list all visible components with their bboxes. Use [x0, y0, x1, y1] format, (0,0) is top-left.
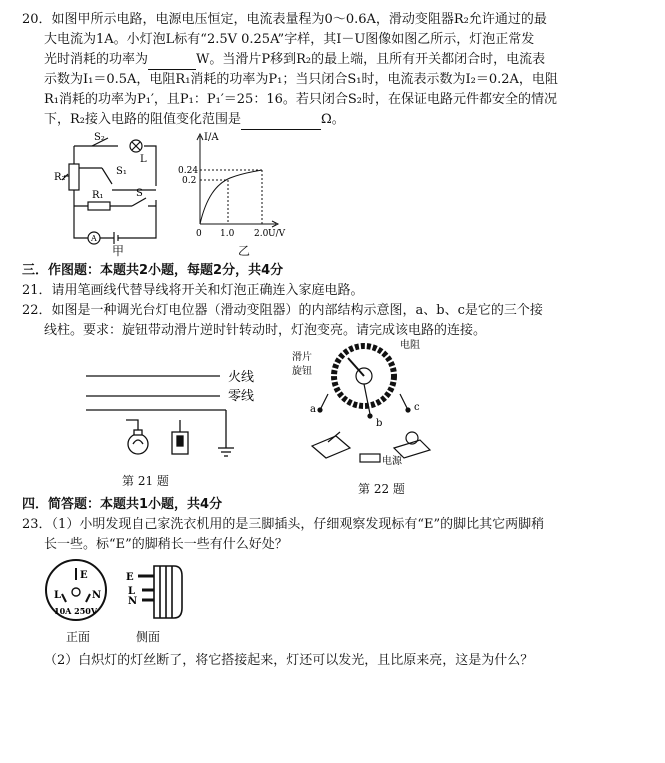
- yi-ylabel: I/A: [204, 132, 219, 143]
- q20-line-5: R₁消耗的功率为P₁′，且P₁：P₁′＝25：16。若只闭合S₂时，在保证电路元件都安全的情况: [44, 92, 557, 107]
- label-r1: R₁: [92, 190, 104, 201]
- caption-plug-side: 侧面: [136, 630, 161, 644]
- fig22-slider-label: 滑片: [292, 352, 312, 363]
- fig22-knob-label: 旋钮: [292, 366, 312, 377]
- fig22-resistor-label: 电阻: [400, 340, 420, 351]
- fig22-terminal-a: a: [310, 404, 316, 415]
- q20-line-1: 20．如图甲所示电路，电源电压恒定，电流表量程为0～0.6A，滑动变阻器R₂允许通过的最: [22, 12, 547, 27]
- caption-plug-front: 正面: [66, 630, 91, 644]
- label-r2: R₂: [54, 172, 66, 183]
- q20-line-4: 示数为I₁＝0.5A，电阻R₁消耗的功率为P₁；当只闭合S₁时，电流表示数为I₂＝0.2A，电阻: [44, 72, 558, 87]
- plug-front-l: L: [54, 590, 62, 601]
- section-4-heading: 四．简答题：本题共1小题，共4分: [22, 497, 223, 512]
- q20-line-3-pre: 光时消耗的功率为: [44, 52, 149, 67]
- q23-line-2: 长一些。标“E”的脚稍长一些有什么好处？: [44, 537, 288, 552]
- label-s: S: [136, 188, 143, 199]
- q22-line-2: 线柱。要求：旋钮带动滑片逆时针转动时，灯泡变亮。请完成该电路的连接。: [44, 323, 487, 338]
- yi-xlabel: U/V: [268, 229, 286, 239]
- q20-line-2: 大电流为1A。小灯泡L标有“2.5V 0.25A”字样，其I－U图像如图乙所示，灯泡正常发: [44, 32, 535, 47]
- q23-line-1: 23．（1）小明发现自己家洗衣机用的是三脚插头，仔细观察发现标有“E”的脚比其它两脚稍: [22, 517, 545, 532]
- q20-line-3: [44, 51, 545, 70]
- section-3-heading: 三．作图题：本题共2小题，每题2分，共4分: [22, 263, 284, 278]
- label-l: L: [140, 154, 147, 165]
- plug-side-e: E: [126, 572, 134, 583]
- potentiometer-fig22: [292, 336, 442, 480]
- plug-rating: 10A 250V: [54, 606, 98, 616]
- fig22-source-label: 电源: [382, 456, 402, 467]
- fig21-neutral-label: 零线: [228, 389, 255, 404]
- iu-graph-yi: [178, 128, 288, 244]
- caption-fig21: 第 21 题: [122, 474, 169, 488]
- q20-line-6-pre: 下，R₂接入电路的阻值变化范围是: [44, 112, 241, 127]
- plug-front-view: [40, 556, 116, 626]
- q22-line-1: 22．如图是一种调光台灯电位器（滑动变阻器）的内部结构示意图，a、b、c是它的三个接: [22, 303, 543, 318]
- plug-side-n: N: [128, 596, 138, 607]
- caption-yi: 乙: [238, 244, 251, 258]
- yi-xtick-2: 2.0: [254, 229, 269, 239]
- q23-part-2: （2）白炽灯的灯丝断了，将它搭接起来，灯还可以发光，且比原来亮，这是为什么？: [44, 653, 534, 668]
- fig22-terminal-c: c: [414, 402, 420, 413]
- answer-blank-power[interactable]: [148, 51, 196, 70]
- label-s1: S₁: [116, 166, 127, 177]
- fig22-terminal-b: b: [376, 418, 383, 429]
- q20-line-3-post: W。当滑片P移到R₂的最上端，且所有开关都闭合时，电流表: [196, 52, 546, 67]
- plug-side-l: L: [128, 586, 136, 597]
- label-ammeter: A: [91, 234, 97, 243]
- caption-jia: 甲: [112, 244, 125, 258]
- circuit-diagram-jia: [52, 128, 178, 256]
- yi-ytick-024: 0.24: [178, 166, 199, 176]
- plug-side-view: [126, 560, 190, 626]
- plug-front-n: N: [92, 590, 102, 601]
- fig21-live-label: 火线: [228, 370, 255, 385]
- label-s2: S₂: [94, 132, 105, 143]
- household-circuit-fig21: [80, 364, 280, 470]
- yi-ytick-02: 0.2: [182, 176, 197, 186]
- q21-text: 21．请用笔画线代替导线将开关和灯泡正确连入家庭电路。: [22, 283, 364, 298]
- caption-fig22: 第 22 题: [358, 482, 405, 496]
- q20-line-6-post: Ω。: [321, 112, 345, 127]
- yi-xtick-1: 1.0: [220, 229, 235, 239]
- plug-front-e: E: [80, 570, 88, 581]
- yi-xtick-0: 0: [196, 229, 202, 239]
